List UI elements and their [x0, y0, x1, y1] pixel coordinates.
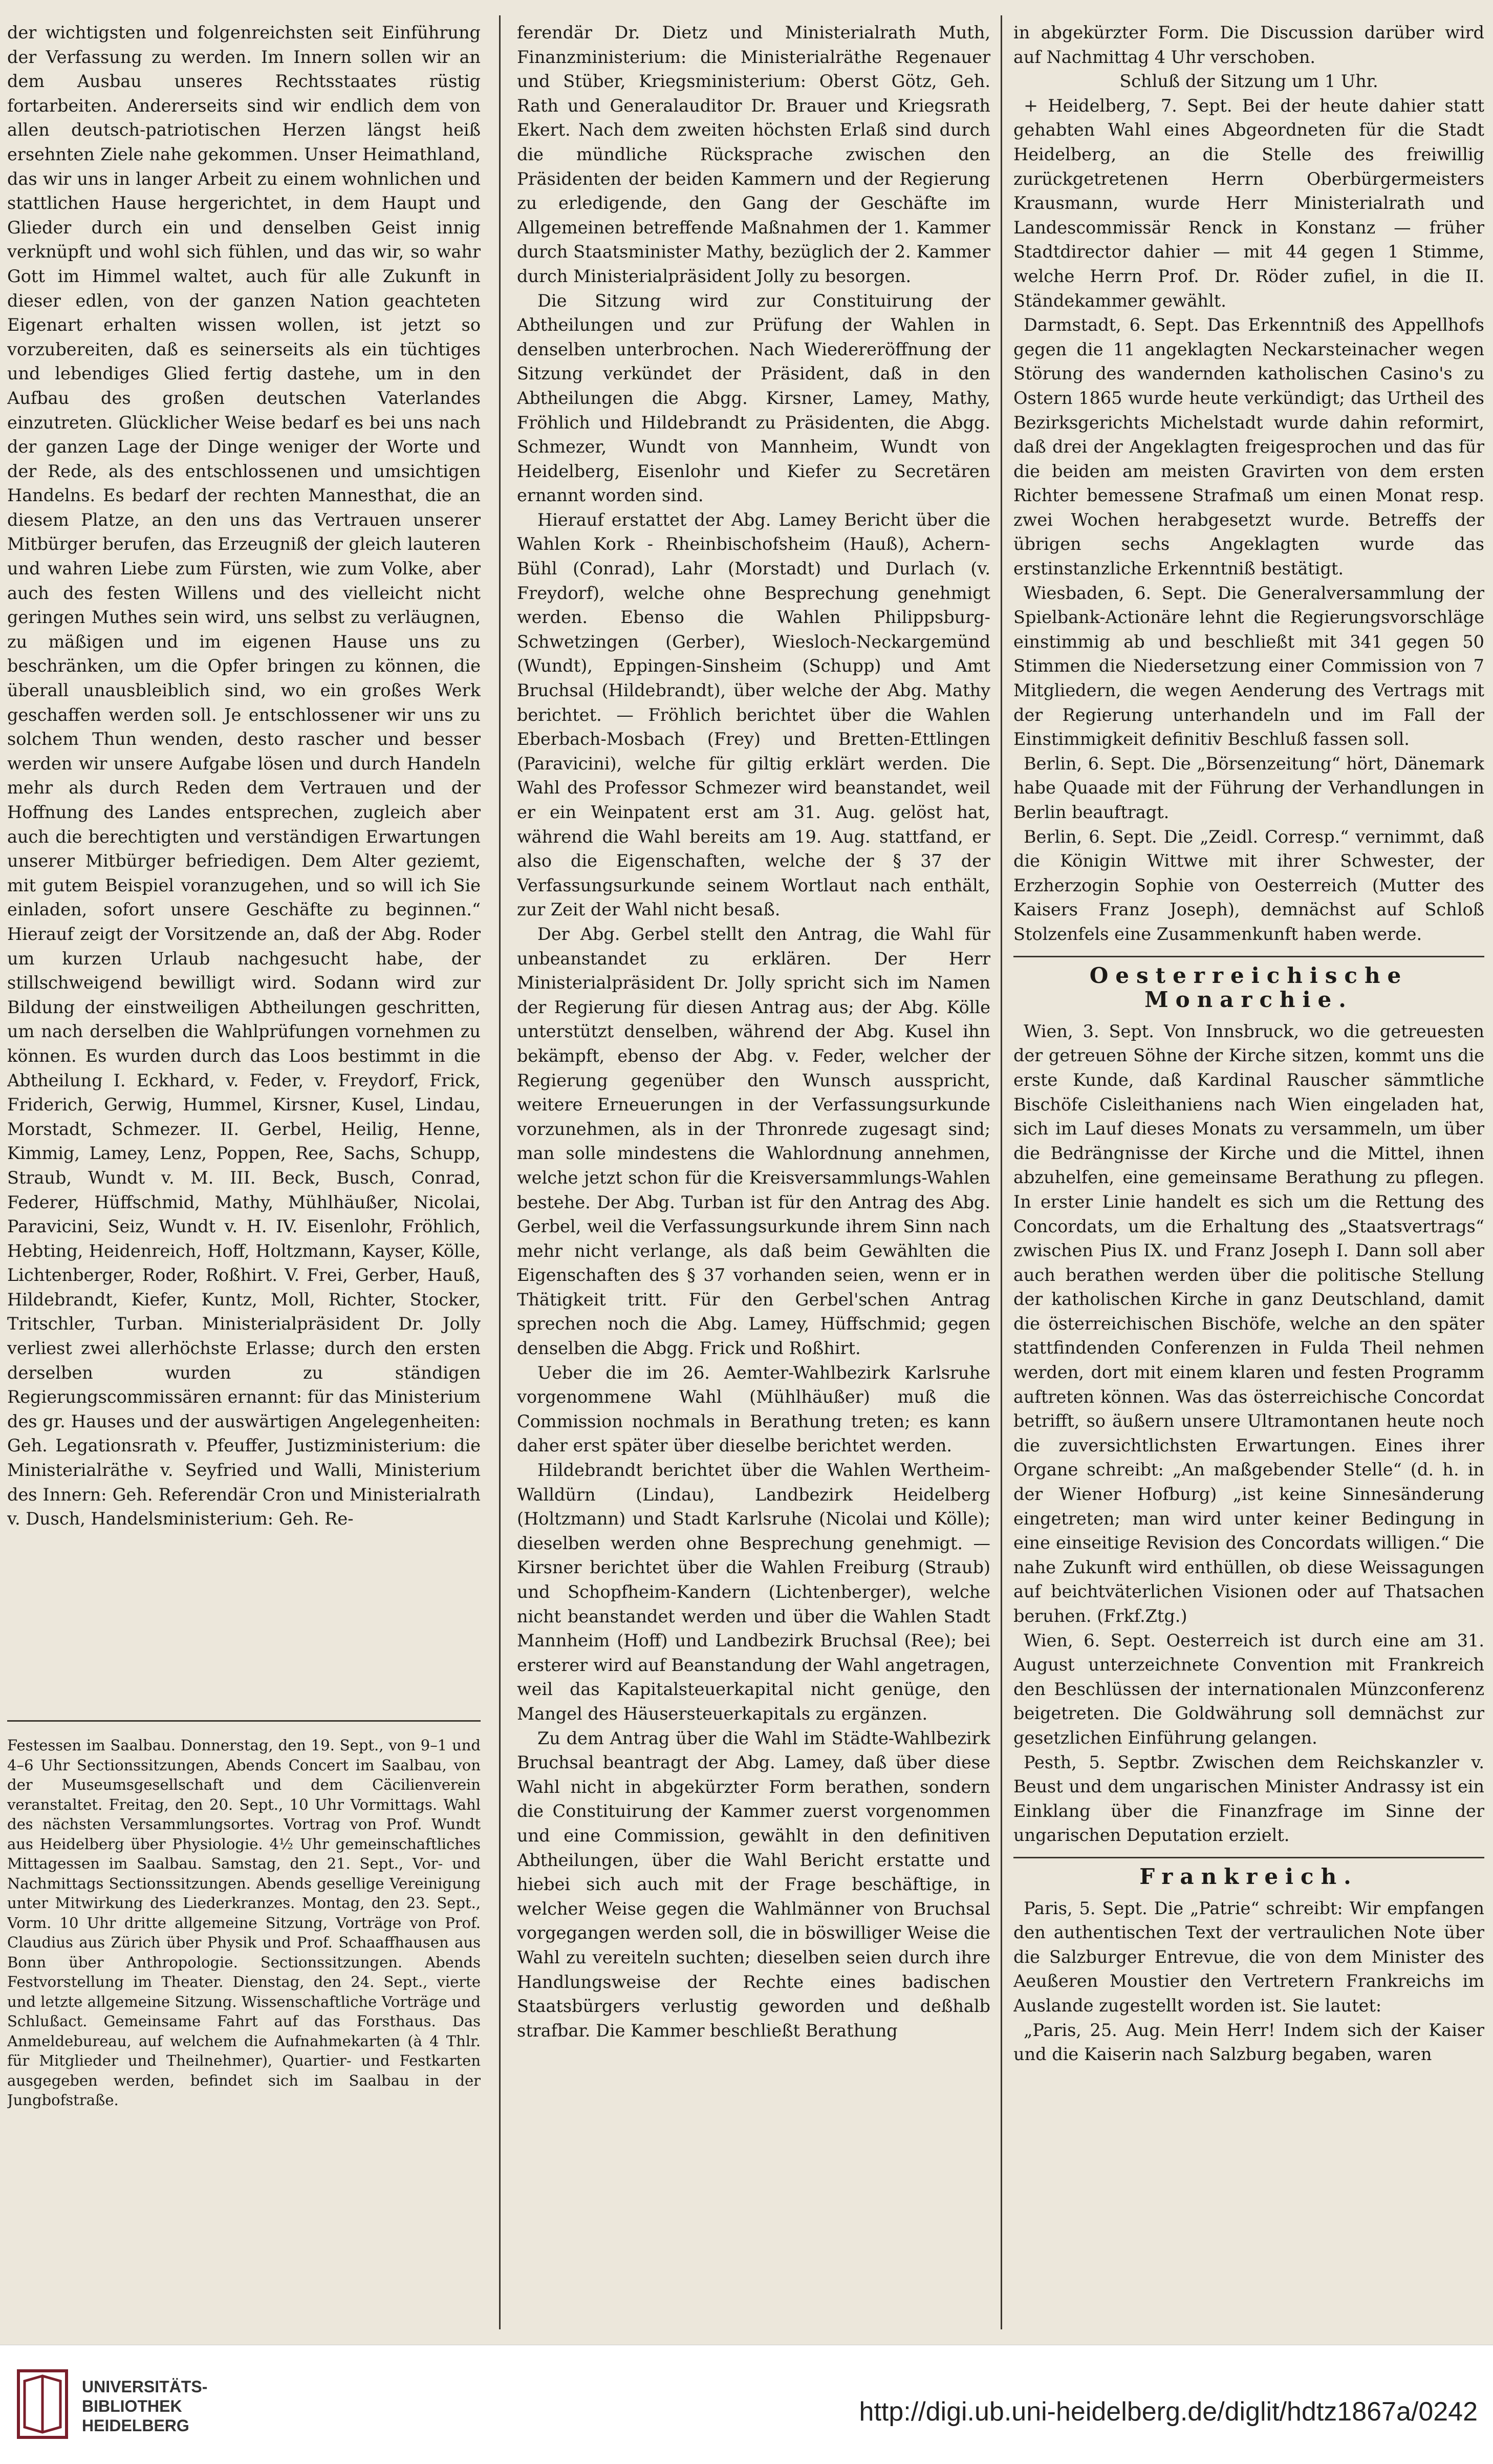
- footer-bar: [0, 2345, 1493, 2464]
- article-paragraph: Die Sitzung wird zur Constituirung der Abtheilungen und zur Prüfung der Wahlen in denselben unterbrochen. Nach Wiedereröffnung der Sitzung verkündet der Präsident, daß in den Abtheilungen die Abgg. Kirsner, Lamey, Mathy, Fröhlich und Hildebrandt zu Präsidenten, die Abgg. Schmezer, Wundt von Mannheim, Wundt von Heidelberg, Eisenlohr und Kiefer zu Secretären ernannt worden sind.: [517, 290, 990, 506]
- festival-notice: Festessen im Saalbau. Donnerstag, den 19. Sept., von 9–1 und 4–6 Uhr Sectionssitzungen, Abends Concert im Saalbau, von der Museumsgesellschaft und dem Cäcilienverein veranstaltet. Freitag, den 20. Sept., 10 Uhr Vormittags. Wahl des nächsten Versammlungsortes. Vortrag von Prof. Wundt aus Heidelberg über Physiologie. 4½ Uhr gemeinschaftliches Mittagessen im Saalbau. Samstag, den 21. Sept., Vor- und Nachmittags Sectionssitzungen. Abends gesellige Vereinigung unter Mitwirkung des Liederkranzes. Montag, den 23. Sept., Vorm. 10 Uhr dritte allgemeine Sitzung, Vorträge von Prof. Claudius aus Zürich über Physik und Prof. Schaaffhausen aus Bonn über Anthropologie. Sectionssitzungen. Abends Festvorstellung im Theater. Dienstag, den 24. Sept., vierte und letzte allgemeine Sitzung. Wissenschaftliche Vorträge und Schlußact. Gemeinsame Fahrt auf das Forsthaus. Das Anmeldebureau, auf welchem die Aufnahmekarten (à 4 Thlr. für Mitglieder und Theilnehmer), Quartier- und Festkarten ausgegeben werden, befindet sich im Saalbau in der Jungbofstraße.: [7, 1737, 481, 2109]
- article-paragraph: Zu dem Antrag über die Wahl im Städte-Wahlbezirk Bruchsal beantragt der Abg. Lamey, daß über diese Wahl nicht in abgekürzter Form berathen, sondern die Constituirung der Kammer zuerst vorgenommen und eine Commission, gewählt in den definitiven Abtheilungen, über die Wahl Bericht erstatte und hiebei sich auch mit der Frage beschäftige, in welcher Weise gegen die Wahlmänner von Bruchsal vorgegangen werden soll, die in böswilliger Weise die Wahl zu vereiteln suchten; dieselben seien durch ihre Handlungsweise der Rechte eines badischen Staatsbürgers verlustig geworden und deßhalb strafbar. Die Kammer beschließt Berathung: [517, 1728, 990, 2041]
- news-item-darmstadt: Darmstadt, 6. Sept. Das Erkenntniß des Appellhofs gegen die 11 angeklagten Neckarsteinacher wegen Störung des wandernden katholischen Casino's zu Ostern 1865 wurde heute verkündigt; das Urtheil des Bezirksgerichts Michelstadt wurde dahin reformirt, daß drei der Angeklagten freigesprochen und das für die beiden am meisten Gravirten von dem ersten Richter bemessene Strafmaß um einen Monat resp. zwei Wochen herabgesetzt wurde. Betreffs der übrigen sechs Angeklagten wurde das erstinstanzliche Erkenntniß bestätigt.: [1013, 315, 1484, 579]
- library-name-line: UNIVERSITÄTS-: [82, 2377, 208, 2396]
- article-paragraph: Schluß der Sitzung um 1 Uhr.: [1119, 71, 1378, 92]
- library-name: [82, 2377, 207, 2435]
- news-item-pesth: Pesth, 5. Septbr. Zwischen dem Reichskanzler v. Beust und dem ungarischen Minister Andrassy ist ein Einklang über die Finanzfrage im Sinne der ungarischen Deputation erzielt.: [1013, 1752, 1484, 1846]
- news-item-berlin: Berlin, 6. Sept. Die „Börsenzeitung“ hört, Dänemark habe Quaade mit der Führung der Verhandlungen in Berlin beauftragt.: [1013, 753, 1484, 822]
- notice-block: [7, 1735, 481, 2329]
- article-paragraph: ferendär Dr. Dietz und Ministerialrath Muth, Finanzministerium: die Ministerialräthe Regenauer und Stüber, Kriegsministerium: Oberst Götz, Geh. Rath und Generalauditor Dr. Brauer und Kriegsrath Ekert. Nach dem zweiten höchsten Erlaß sind durch die mündliche Rücksprache zwischen den Präsidenten der beiden Kammern und der Regierung zu erledigende, den Gang der Geschäfte im Allgemeinen betreffende Maßnahmen der 1. Kammer durch Staatsminister Mathy, bezüglich der 2. Kammer durch Ministerialpräsident Jolly zu besorgen.: [517, 23, 990, 286]
- library-name-line: BIBLIOTHEK: [82, 2397, 182, 2415]
- column-divider: [1001, 15, 1002, 2329]
- article-paragraph: in abgekürzter Form. Die Discussion darüber wird auf Nachmittag 4 Uhr verschoben.: [1013, 23, 1484, 67]
- university-library-heidelberg-logo-icon: [14, 2366, 71, 2442]
- column-divider: [499, 15, 501, 2329]
- news-item-heidelberg: + Heidelberg, 7. Sept. Bei der heute dahier statt gehabten Wahl eines Abgeordneten für die Stadt Heidelberg, an die Stelle des freiwillig zurückgetretenen Herrn Oberbürgermeisters Krausmann, wurde Herr Ministerialrath und Landescommissär Renck in Konstanz — früher Stadtdirector dahier — mit 44 gegen 1 Stimme, welche Herrn Prof. Dr. Röder zufiel, in die II. Ständekammer gewählt.: [1013, 95, 1484, 311]
- news-item-wien: Wien, 6. Sept. Oesterreich ist durch eine am 31. August unterzeichnete Convention mit Frankreich den Beschlüssen der internationalen Münzconferenz beigetreten. Die Goldwährung soll demnächst zur gesetzlichen Einführung gelangen.: [1013, 1630, 1484, 1748]
- article-paragraph: der wichtigsten und folgenreichsten seit Einführung der Verfassung zu werden. Im Innern sollen wir an dem Ausbau unseres Rechtsstaates rüstig fortarbeiten. Andererseits sind wir endlich dem von allen deutsch-patriotischen Herzen längst heiß ersehnten Ziele nahe gekommen. Unser Heimathland, das wir uns in langer Arbeit zu einem wohnlichen und stattlichen Hause hergerichtet, in dem Haupt und Glieder durch ein und denselben Geist innig verknüpft und wohl sich fühlen, und das wir, so wahr Gott im Himmel waltet, auch für alle Zukunft in dieser edlen, von der ganzen Nation geachteten Eigenart erhalten wissen wollen, ist jetzt so vorzubereiten, daß es seinerseits als ein tüchtiges und lebendiges Glied fertig dastehe, um in den Aufbau des großen deutschen Vaterlandes einzutreten. Glücklicher Weise bedarf es bei uns nach der ganzen Lage der Dinge weniger der Worte und der Rede, als des entschlossenen und umsichtigen Handelns. Es bedarf der rechten Mannesthat, die an diesem Platze, an den uns das Vertrauen unserer Mitbürger berufen, das Erzeugniß der gleich lauteren und wahren Liebe zum Fürsten, wie zum Volke, aber auch des festen Willens und des vielleicht nicht geringen Muthes sein wird, uns selbst zu verläugnen, zu mäßigen und im eigenen Hause uns zu beschränken, um die Opfer bringen zu können, die überall unausbleiblich sind, wo ein großes Werk geschaffen werden soll. Je entschlossener wir uns zu solchem Thun wenden, desto rascher und besser werden wir unsere Aufgabe lösen und durch Handeln mehr als durch Reden dem Vertrauen und der Hoffnung des Landes entsprechen, zugleich aber auch die berechtigten und verständigen Erwartungen unserer Mitbürger befriedigen. Dem Alter geziemt, mit gutem Beispiel voranzugehen, und so will ich Sie einladen, sofort unsere Geschäfte zu beginnen.“ Hierauf zeigt der Vorsitzende an, daß der Abg. Roder um kurzen Urlaub nachgesucht habe, der stillschweigend bewilligt wird. Sodann wird zur Bildung der einstweiligen Abtheilungen geschritten, um nach derselben die Wahlprüfungen vornehmen zu können. Es wurden durch das Loos bestimmt in die Abtheilung I. Eckhard, v. Feder, v. Freydorf, Frick, Friderich, Gerwig, Hummel, Kirsner, Kusel, Lindau, Morstadt, Schmezer. II. Gerbel, Heilig, Henne, Kimmig, Lamey, Lenz, Poppen, Ree, Sachs, Schupp, Straub, Wundt v. M. III. Beck, Busch, Conrad, Federer, Hüffschmid, Mathy, Mühlhäußer, Nicolai, Paravicini, Seiz, Wundt v. H. IV. Eisenlohr, Fröhlich, Hebting, Heidenreich, Hoff, Holtzmann, Kayser, Kölle, Lichtenberger, Roder, Roßhirt. V. Frei, Gerber, Hauß, Hildebrandt, Kiefer, Kuntz, Moll, Richter, Stocker, Tritschler, Turban. Ministerialpräsident Dr. Jolly verliest zwei allerhöchste Erlasse; durch den ersten derselben wurden zu ständigen Regierungscommissären ernannt: für das Ministerium des gr. Hauses und der auswärtigen Angelegenheiten: Geh. Legationsrath v. Pfeuffer, Justizministerium: die Ministerialräthe v. Seyfried und Walli, Ministerium des Innern: Geh. Referendär Cron und Ministerialrath v. Dusch, Handelsministerium: Geh. Re-: [7, 23, 481, 1529]
- column-2: [517, 20, 990, 2334]
- article-paragraph: Der Abg. Gerbel stellt den Antrag, die Wahl für unbeanstandet zu erklären. Der Herr Ministerialpräsident Dr. Jolly spricht sich im Namen der Regierung für diesen Antrag aus; der Abg. Kölle unterstützt denselben, während der Abg. Kusel ihn bekämpft, ebenso der Abg. v. Feder, welcher der Regierung gegenüber den Wunsch ausspricht, weitere Erneuerungen in der Verfassungsurkunde vorzunehmen, als in der Thronrede zugesagt sind; man solle mindestens die Wahlordnung annehmen, welche jetzt schon für die Kreisversammlungs-Wahlen bestehe. Der Abg. Turban ist für den Antrag des Abg. Gerbel, weil die Verfassungsurkunde ihrem Sinn nach mehr nicht verlange, als daß beim Gewählten die Eigenschaften des § 37 vorhanden seien, wenn er in Thätigkeit tritt. Für den Gerbel'schen Antrag sprechen noch die Abg. Lamey, Hüffschmid; gegen denselben die Abgg. Frick und Roßhirt.: [517, 924, 990, 1359]
- article-paragraph: Hildebrandt berichtet über die Wahlen Wertheim-Walldürn (Lindau), Landbezirk Heidelberg (Holtzmann) und Stadt Karlsruhe (Nicolai und Kölle); dieselben werden ohne Besprechung genehmigt. — Kirsner berichtet über die Wahlen Freiburg (Straub) und Schopfheim-Kandern (Lichtenberger), welche nicht beanstandet werden und über die Wahlen Stadt Mannheim (Hoff) und Landbezirk Bruchsal (Ree); bei ersterer wird auf Beanstandung der Wahl angetragen, weil das Kapitalsteuerkapital nicht genüge, den Mangel des Häusersteuerkapitals zu ergänzen.: [517, 1460, 990, 1724]
- news-item-wiesbaden: Wiesbaden, 6. Sept. Die Generalversammlung der Spielbank-Actionäre lehnt die Regierungsvorschläge einstimmig ab und beschließt mit 341 gegen 50 Stimmen die Niedersetzung einer Commission von 7 Mitgliedern, die wegen Aenderung des Vertrags mit der Regierung unterhandeln und im Fall der Einstimmigkeit definitiv Beschluß fassen soll.: [1013, 583, 1484, 749]
- news-item-paris: Paris, 5. Sept. Die „Patrie“ schreibt: Wir empfangen den authentischen Text der vertraulichen Note über die Salzburger Entrevue, die von dem Minister des Aeußeren Moustier den Vertretern Frankreichs im Auslande zugestellt worden ist. Sie lautet:: [1013, 1898, 1484, 2016]
- library-name-line: HEIDELBERG: [82, 2416, 189, 2435]
- notice-divider: [7, 1720, 481, 1722]
- article-paragraph: Hierauf erstattet der Abg. Lamey Bericht über die Wahlen Kork - Rheinbischofsheim (Hauß), Achern-Bühl (Conrad), Lahr (Morstadt) und Durlach (v. Freydorf), welche ohne Besprechung genehmigt werden. Ebenso die Wahlen Philippsburg-Schwetzingen (Gerber), Wiesloch-Neckargemünd (Wundt), Eppingen-Sinsheim (Schupp) und Amt Bruchsal (Hildebrandt), über welche der Abg. Mathy berichtet. — Fröhlich berichtet über die Wahlen Eberbach-Mosbach (Frey) und Bretten-Ettlingen (Paravicini), welche für giltig erklärt werden. Die Wahl des Professor Schmezer wird beanstandet, weil er ein Weinpatent erst am 31. Aug. gelöst hat, während die Wahl bereits am 19. Aug. stattfand, er also die Eigenschaften, welche der § 37 der Verfassungsurkunde seinem Wortlaut nach enthält, zur Zeit der Wahl nicht besaß.: [517, 509, 990, 920]
- news-item-wien: Wien, 3. Sept. Von Innsbruck, wo die getreuesten der getreuen Söhne der Kirche sitzen, kommt uns die erste Kunde, daß Kardinal Rauscher sämmtliche Bischöfe Cisleithaniens nach Wien eingeladen hat, sich im Lauf dieses Monats zu versammeln, um über die Bedrängnisse der Kirche und die Mittel, ihnen abzuhelfen, eine gemeinsame Berathung zu pflegen. In erster Linie handelt es sich um die Rettung des Concordats, um die Erhaltung des „Staatsvertrags“ zwischen Pius IX. und Franz Joseph I. Dann soll aber auch berathen werden über die politische Stellung der katholischen Kirche in ganz Deutschland, damit die österreichischen Bischöfe, welche an den später stattfindenden Conferenzen in Fulda Theil nehmen werden, dort mit einem klaren und festen Programm auftreten können. Was das österreichische Concordat betrifft, so äußern unsere Ultramontanen heute noch die zuversichtlichsten Erwartungen. Eines ihrer Organe schreibt: „An maßgebender Stelle“ (d. h. in der Wiener Hofburg) „ist keine Sinnesänderung eingetreten; man wird unter keiner Bedingung in eine einseitige Revision des Concordats willigen.“ Die nahe Zukunft wird enthüllen, ob diese Weissagungen auf beichtväterlichen Visionen oder auf Thatsachen beruhen. (Frkf.Ztg.): [1013, 1021, 1484, 1626]
- column-3: [1013, 20, 1484, 2334]
- section-heading: Frankreich.: [1013, 1857, 1484, 1889]
- news-item-paris-quote: „Paris, 25. Aug. Mein Herr! Indem sich der Kaiser und die Kaiserin nach Salzburg begaben, waren: [1013, 2020, 1484, 2065]
- section-heading: Oesterreichische Monarchie.: [1013, 956, 1484, 1012]
- column-1: [7, 20, 481, 1720]
- article-paragraph: Ueber die im 26. Aemter-Wahlbezirk Karlsruhe vorgenommene Wahl (Mühlhäußer) muß die Commission nochmals in Berathung treten; es kann daher erst später über dieselbe berichtet werden.: [517, 1362, 990, 1456]
- source-url-link[interactable]: http://digi.ub.uni-heidelberg.de/diglit/hdtz1867a/0242: [859, 2397, 1478, 2427]
- news-item-berlin: Berlin, 6. Sept. Die „Zeidl. Corresp.“ vernimmt, daß die Königin Wittwe mit ihrer Schwester, der Erzherzogin Sophie von Oesterreich (Mutter des Kaisers Franz Joseph), demnächst auf Schloß Stolzenfels eine Zusammenkunft haben werde.: [1013, 826, 1484, 944]
